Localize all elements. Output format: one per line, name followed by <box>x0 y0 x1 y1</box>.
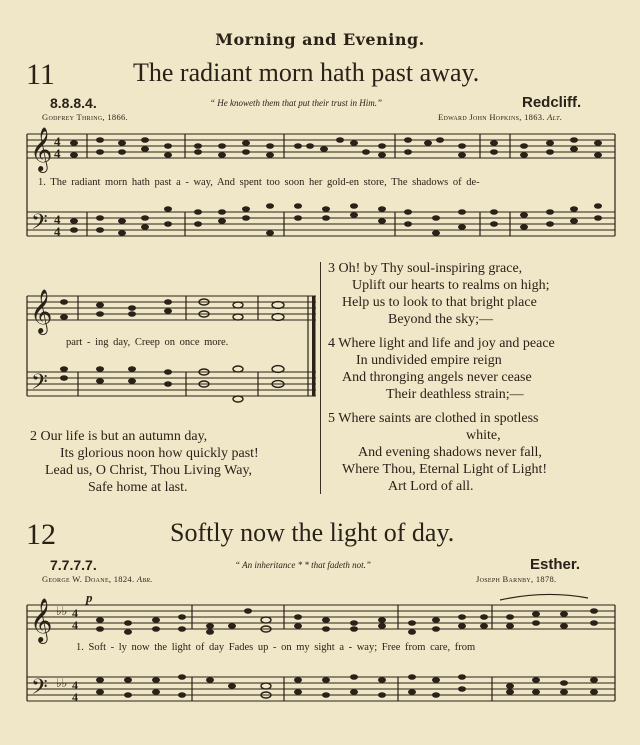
author-name: George W. Doane, 1824. <box>42 574 135 584</box>
verse-4-line-4: Their deathless strain;— <box>386 387 524 402</box>
author-note: Abr. <box>136 574 153 584</box>
time-signature-1: 4 <box>54 134 61 149</box>
verse-3-line-4: Beyond the sky;— <box>388 312 493 327</box>
svg-text:♭♭: ♭♭ <box>56 604 68 618</box>
svg-text:4: 4 <box>72 678 78 692</box>
svg-text:4: 4 <box>72 618 78 632</box>
verse-2-line-3: Lead us, O Christ, Thou Living Way, <box>45 463 253 478</box>
lyric-line-3: 1. Soft - ly now the light of day Fades up - on my sight a - way; Free from care, from <box>76 642 476 653</box>
time-signature-2: 4 <box>54 212 61 227</box>
scripture-quote: “ An inheritance * * that fadeth not.” <box>235 560 371 570</box>
svg-text:♭♭: ♭♭ <box>56 676 68 690</box>
composer-name: Edward John Hopkins, 1863. <box>438 112 545 122</box>
bass-clef-1: 𝄢 <box>31 210 48 240</box>
hymn-number: 12 <box>26 518 56 551</box>
treble-clef-1: 𝄞 <box>30 127 53 171</box>
meter: 8.8.8.4. <box>50 95 97 111</box>
verse-3-line-2: Uplift our hearts to realms on high; <box>352 278 550 293</box>
hymn-title: The radiant morn hath past away. <box>133 58 480 87</box>
verse-2-line-2: Its glorious noon how quickly past! <box>60 446 259 461</box>
time-signature-2b: 4 <box>54 224 61 239</box>
composer-credit: Joseph Barnby, 1878. <box>476 574 557 584</box>
meter: 7.7.7.7. <box>50 557 97 573</box>
lyric-line-1: 1. The radiant morn hath past a - way, And spent too soon her gold-en store, The shadows of de- <box>38 177 480 188</box>
verse-5-line-2: white, <box>466 428 501 443</box>
dynamic-marking: p <box>86 590 93 605</box>
verse-3-line-1: 3 Oh! by Thy soul-inspiring grace, <box>328 261 523 276</box>
verse-3-line-3: Help us to look to that bright place <box>342 295 537 310</box>
svg-text:4: 4 <box>72 690 78 704</box>
svg-text:𝄢: 𝄢 <box>31 370 48 400</box>
verse-4-line-3: And thronging angels never cease <box>342 370 532 385</box>
svg-text:4: 4 <box>72 606 78 620</box>
tune-name: Esther. <box>530 556 581 573</box>
svg-text:𝄞: 𝄞 <box>30 598 53 642</box>
lyric-line-2: part - ing day, Creep on once more. <box>66 337 229 348</box>
svg-text:𝄞: 𝄞 <box>30 289 53 333</box>
hymn-number: 11 <box>26 58 55 91</box>
verse-2-line-1: 2 Our life is but an autumn day, <box>30 429 208 444</box>
composer-note: Alt. <box>547 112 563 122</box>
verse-5-line-5: Art Lord of all. <box>388 479 474 494</box>
hymn-title: Softly now the light of day. <box>170 518 455 547</box>
svg-text:𝄢: 𝄢 <box>31 675 48 705</box>
verse-4-line-1: 4 Where light and life and joy and peace <box>328 336 555 351</box>
page-header: Morning and Evening. <box>215 30 425 49</box>
time-signature-1b: 4 <box>54 146 61 161</box>
scripture-quote: “ He knoweth them that put their trust in Him.” <box>210 98 382 108</box>
verse-4-line-2: In undivided empire reign <box>356 353 502 368</box>
author-credit: Godfrey Thring, 1866. <box>42 112 128 122</box>
verse-5-line-1: 5 Where saints are clothed in spotless <box>328 411 539 426</box>
verse-5-line-3: And evening shadows never fall, <box>358 445 542 460</box>
tune-name: Redcliff. <box>522 94 582 111</box>
verse-2-line-4: Safe home at last. <box>88 480 188 495</box>
verse-5-line-4: Where Thou, Eternal Light of Light! <box>342 462 548 477</box>
